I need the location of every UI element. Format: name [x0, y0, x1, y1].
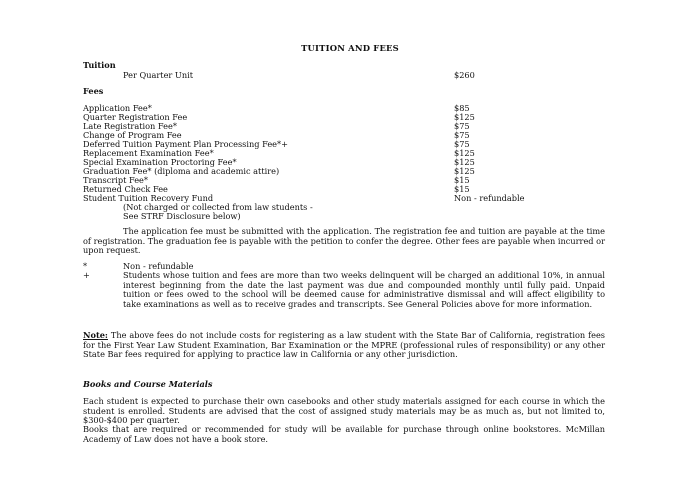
fee-amount: $75 [454, 121, 470, 131]
fee-label: Graduation Fee* (diploma and academic attire) [83, 166, 280, 176]
note-text: The above fees do not include costs for registering as a law student with the State Bar of California, registration fees for the First Year Law Student Examination, Bar Examination or the MPRE (professional rules of responsibility) or any other State Bar fees required for applying to practice law in California or any other jurisdiction. [83, 330, 605, 360]
fee-label: Late Registration Fee* [83, 121, 177, 131]
footnote-symbol: + [83, 270, 90, 280]
note-label: Note: [83, 330, 108, 340]
fee-amount: Non - refundable [454, 193, 525, 203]
fee-label: Special Examination Proctoring Fee* [83, 157, 237, 167]
page-title: TUITION AND FEES [301, 43, 399, 53]
fee-label: Student Tuition Recovery Fund [83, 193, 214, 203]
fee-amount: $85 [454, 103, 470, 113]
fee-label: Returned Check Fee [83, 184, 168, 194]
fee-label: Deferred Tuition Payment Plan Processing Fee*+ [83, 139, 288, 149]
fee-amount: $125 [454, 112, 475, 122]
fee-label: Application Fee* [83, 103, 152, 113]
fee-amount: $125 [454, 148, 475, 158]
books-paragraph: Each student is expected to purchase their own casebooks and other study materials assigned for each course in which the student is enrolled. Students are advised that the cost of assigned study materials may be as much as, but not limited to, $300-$400 per quarter. [83, 396, 605, 426]
fee-label: Change of Program Fee [83, 130, 182, 140]
strf-note-line: See STRF Disclosure below) [123, 211, 241, 221]
note-paragraph [83, 331, 605, 360]
fee-amount: $75 [454, 130, 470, 140]
fees-heading: Fees [83, 86, 104, 96]
footnote-symbol: * [83, 261, 88, 271]
books-paragraph: Books that are required or recommended for study will be available for purchase through online bookstores. McMillan Academy of Law does not have a book store. [83, 424, 605, 444]
strf-note-line: (Not charged or collected from law students - [123, 202, 313, 212]
fee-label: Quarter Registration Fee [83, 112, 188, 122]
fee-amount: $75 [454, 139, 470, 149]
books-heading: Books and Course Materials [83, 379, 213, 389]
footnote [83, 271, 605, 323]
footnote-text: Students whose tuition and fees are more than two weeks delinquent will be charged an additional 10%, in annual interest beginning from the date the last payment was due and compounded monthly until fully paid. Unpaid tuition or fees owed to the school will be deemed cause for administrative dismissal and will affect eligibility to take examinations as well as to receive grades and transcripts. See General Policies above for more information. [123, 270, 605, 309]
fee-label: Transcript Fee* [83, 175, 148, 185]
fee-amount: $15 [454, 175, 470, 185]
fee-amount: $15 [454, 184, 470, 194]
tuition-label: Per Quarter Unit [123, 70, 194, 80]
tuition-row [83, 71, 643, 81]
application-paragraph: The application fee must be submitted with the application. The registration fee and tuition are payable at the time of registration. The graduation fee is payable with the petition to confer the degree. Other fees are payable when incurred or upon request. [83, 226, 605, 256]
fee-amount: $125 [454, 157, 475, 167]
tuition-heading: Tuition [83, 60, 116, 70]
fee-amount: $125 [454, 166, 475, 176]
fee-label: Replacement Examination Fee* [83, 148, 214, 158]
footnote-text: Non - refundable [123, 261, 194, 271]
tuition-amount: $260 [454, 70, 475, 80]
